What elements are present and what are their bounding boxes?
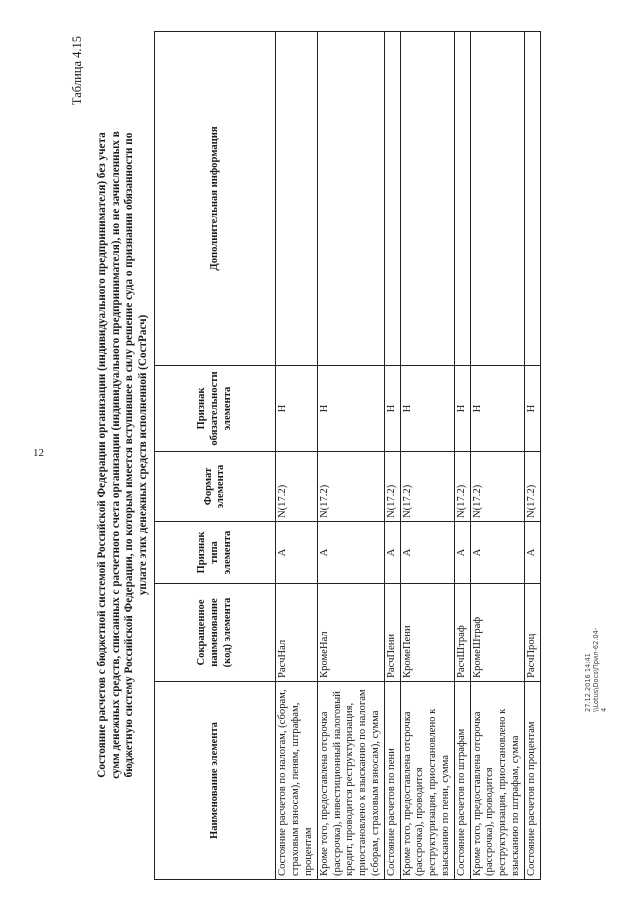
cell-info <box>400 32 454 366</box>
cell-type: А <box>470 522 524 584</box>
cell-required: Н <box>400 366 454 452</box>
table-row <box>400 32 454 880</box>
column-header-name: Наименование элемента <box>155 682 276 880</box>
cell-format: N(17.2) <box>317 452 384 522</box>
cell-type: А <box>454 522 470 584</box>
cell-info <box>470 32 524 366</box>
cell-code: КромеПени <box>400 584 454 682</box>
cell-code: РасчШтраф <box>454 584 470 682</box>
cell-required: Н <box>317 366 384 452</box>
cell-format: N(17.2) <box>276 452 317 522</box>
title-line: уплате этих денежных средств исполненной (СостРасч) <box>136 314 149 596</box>
cell-format: N(17.2) <box>470 452 524 522</box>
table-label: Таблица 4.15 <box>70 36 84 106</box>
cell-name: Состояние расчетов по налогам, (сборам, страховым взносам), пеням, штрафам, процентам <box>276 682 317 880</box>
title-line: сумм денежных средств, списанных с расчетного счета организации (индивидуального предпринимателя), но не зачисленных в <box>109 131 122 779</box>
cell-type: А <box>317 522 384 584</box>
table-row <box>384 32 400 880</box>
cell-name: Состояние расчетов по штрафам <box>454 682 470 880</box>
cell-required: Н <box>524 366 540 452</box>
cell-required: Н <box>470 366 524 452</box>
column-header-type: Признак типа элемента <box>155 522 276 584</box>
cell-format: N(17.2) <box>400 452 454 522</box>
table-row <box>454 32 470 880</box>
table-row <box>317 32 384 880</box>
cell-required: Н <box>454 366 470 452</box>
column-header-info: Дополнительная информация <box>155 32 276 366</box>
cell-name: Кроме того, предоставлена отсрочка (рассрочка), проводится реструктуризация, приостановлено к взысканию по штрафам, сумма <box>470 682 524 880</box>
cell-format: N(17.2) <box>524 452 540 522</box>
title-line: Состояние расчетов с бюджетной системой Российской Федерации организации (индивидуального предпринимателя) без учета <box>96 132 108 778</box>
cell-type: А <box>524 522 540 584</box>
stamp-line: \\Lotus\Docs\Прил-62.04-4 <box>592 627 608 712</box>
cell-code: РасчПроц <box>524 584 540 682</box>
table-row <box>276 32 317 880</box>
cell-name: Состояние расчетов по процентам <box>524 682 540 880</box>
cell-format: N(17.2) <box>384 452 400 522</box>
cell-name: Состояние расчетов по пени <box>384 682 400 880</box>
column-header-code: Сокращенное наименование (код) элемента <box>155 584 276 682</box>
cell-code: РасчНал <box>276 584 317 682</box>
cell-info <box>384 32 400 366</box>
cell-info <box>454 32 470 366</box>
cell-type: А <box>400 522 454 584</box>
cell-code: КромеНал <box>317 584 384 682</box>
cell-code: КромеШтраф <box>470 584 524 682</box>
table-row <box>524 32 540 880</box>
cell-required: Н <box>276 366 317 452</box>
cell-format: N(17.2) <box>454 452 470 522</box>
cell-name: Кроме того, предоставлена отсрочка (рассрочка), инвестиционный налоговый кредит, проводится реструктуризация, приостановлено к взысканию по налогам (сборам, страховым взносам), сумма <box>317 682 384 880</box>
column-header-format: Формат элемента <box>155 452 276 522</box>
cell-code: РасчПени <box>384 584 400 682</box>
cell-required: Н <box>384 366 400 452</box>
cell-type: А <box>384 522 400 584</box>
cell-info <box>524 32 540 366</box>
table-row <box>470 32 524 880</box>
page-number: 12 <box>33 447 44 459</box>
elements-table <box>154 31 540 880</box>
table-header-row <box>155 32 276 880</box>
column-header-required: Признак обязательности элемента <box>155 366 276 452</box>
cell-type: А <box>276 522 317 584</box>
document-title <box>96 30 150 880</box>
rotated-page-content <box>70 30 630 880</box>
cell-info <box>276 32 317 366</box>
stamp-line: 27.12.2016 14:41 <box>584 653 592 712</box>
title-line: бюджетную систему Российской Федерации, по которым имеется вступившее в силу решение суда о признании обязанности по <box>123 132 136 778</box>
cell-name: Кроме того, предоставлена отсрочка (рассрочка), проводится реструктуризация, приостановлено к взысканию по пени, сумма <box>400 682 454 880</box>
cell-info <box>317 32 384 366</box>
